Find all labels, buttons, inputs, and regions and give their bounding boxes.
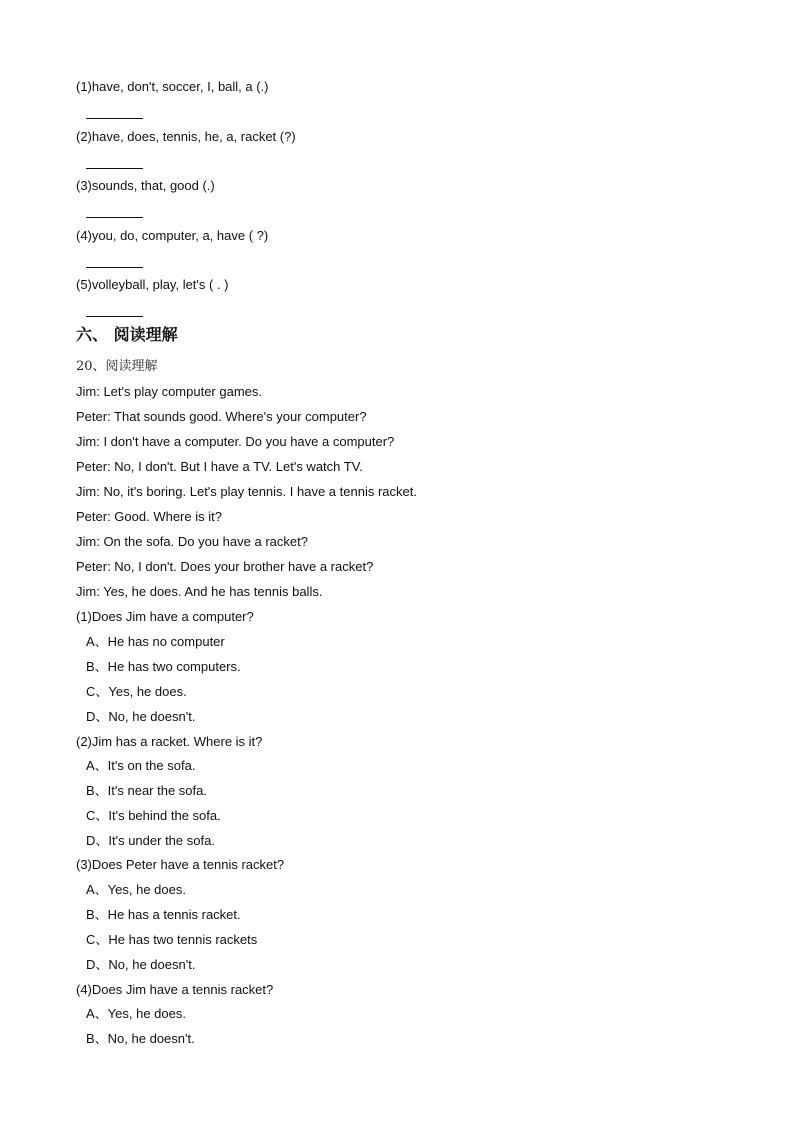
option-3d[interactable]: D、No, he doesn't.	[86, 957, 196, 972]
dialogue-line: Jim: Yes, he does. And he has tennis balls.	[76, 584, 323, 599]
dialogue-line: Jim: Let's play computer games.	[76, 384, 262, 399]
question-title: 20、阅读理解	[76, 359, 158, 374]
dialogue-line: Peter: No, I don't. Does your brother have a racket?	[76, 559, 374, 574]
option-1b[interactable]: B、He has two computers.	[86, 659, 241, 674]
dialogue-line: Jim: No, it's boring. Let's play tennis. I have a tennis racket.	[76, 484, 417, 499]
answer-blank-3	[86, 217, 143, 218]
dialogue-line: Peter: That sounds good. Where's your computer?	[76, 409, 367, 424]
answer-blank-2	[86, 168, 143, 169]
ordering-item-1: (1)have, don't, soccer, I, ball, a (.)	[76, 79, 269, 94]
dialogue-line: Peter: No, I don't. But I have a TV. Let's watch TV.	[76, 459, 363, 474]
ordering-item-4: (4)you, do, computer, a, have ( ?)	[76, 228, 269, 243]
option-2b[interactable]: B、It's near the sofa.	[86, 783, 207, 798]
question-stem-2: (2)Jim has a racket. Where is it?	[76, 734, 263, 749]
option-1c[interactable]: C、Yes, he does.	[86, 684, 187, 699]
section-heading: 六、 阅读理解	[76, 325, 178, 344]
option-3c[interactable]: C、He has two tennis rackets	[86, 932, 258, 947]
dialogue-line: Jim: On the sofa. Do you have a racket?	[76, 534, 308, 549]
ordering-item-2: (2)have, does, tennis, he, a, racket (?)	[76, 129, 296, 144]
option-4b[interactable]: B、No, he doesn't.	[86, 1031, 195, 1046]
option-3b[interactable]: B、He has a tennis racket.	[86, 907, 241, 922]
option-1d[interactable]: D、No, he doesn't.	[86, 709, 196, 724]
question-stem-1: (1)Does Jim have a computer?	[76, 609, 254, 624]
option-1a[interactable]: A、He has no computer	[86, 634, 225, 649]
option-3a[interactable]: A、Yes, he does.	[86, 882, 186, 897]
answer-blank-4	[86, 267, 143, 268]
answer-blank-5	[86, 316, 143, 317]
question-stem-3: (3)Does Peter have a tennis racket?	[76, 857, 285, 872]
option-2a[interactable]: A、It's on the sofa.	[86, 758, 196, 773]
option-2d[interactable]: D、It's under the sofa.	[86, 833, 215, 848]
answer-blank-1	[86, 118, 143, 119]
ordering-item-3: (3)sounds, that, good (.)	[76, 178, 215, 193]
question-stem-4: (4)Does Jim have a tennis racket?	[76, 982, 274, 997]
option-2c[interactable]: C、It's behind the sofa.	[86, 808, 221, 823]
ordering-item-5: (5)volleyball, play, let's ( . )	[76, 277, 229, 292]
option-4a[interactable]: A、Yes, he does.	[86, 1006, 186, 1021]
dialogue-line: Peter: Good. Where is it?	[76, 509, 222, 524]
dialogue-line: Jim: I don't have a computer. Do you have a computer?	[76, 434, 395, 449]
